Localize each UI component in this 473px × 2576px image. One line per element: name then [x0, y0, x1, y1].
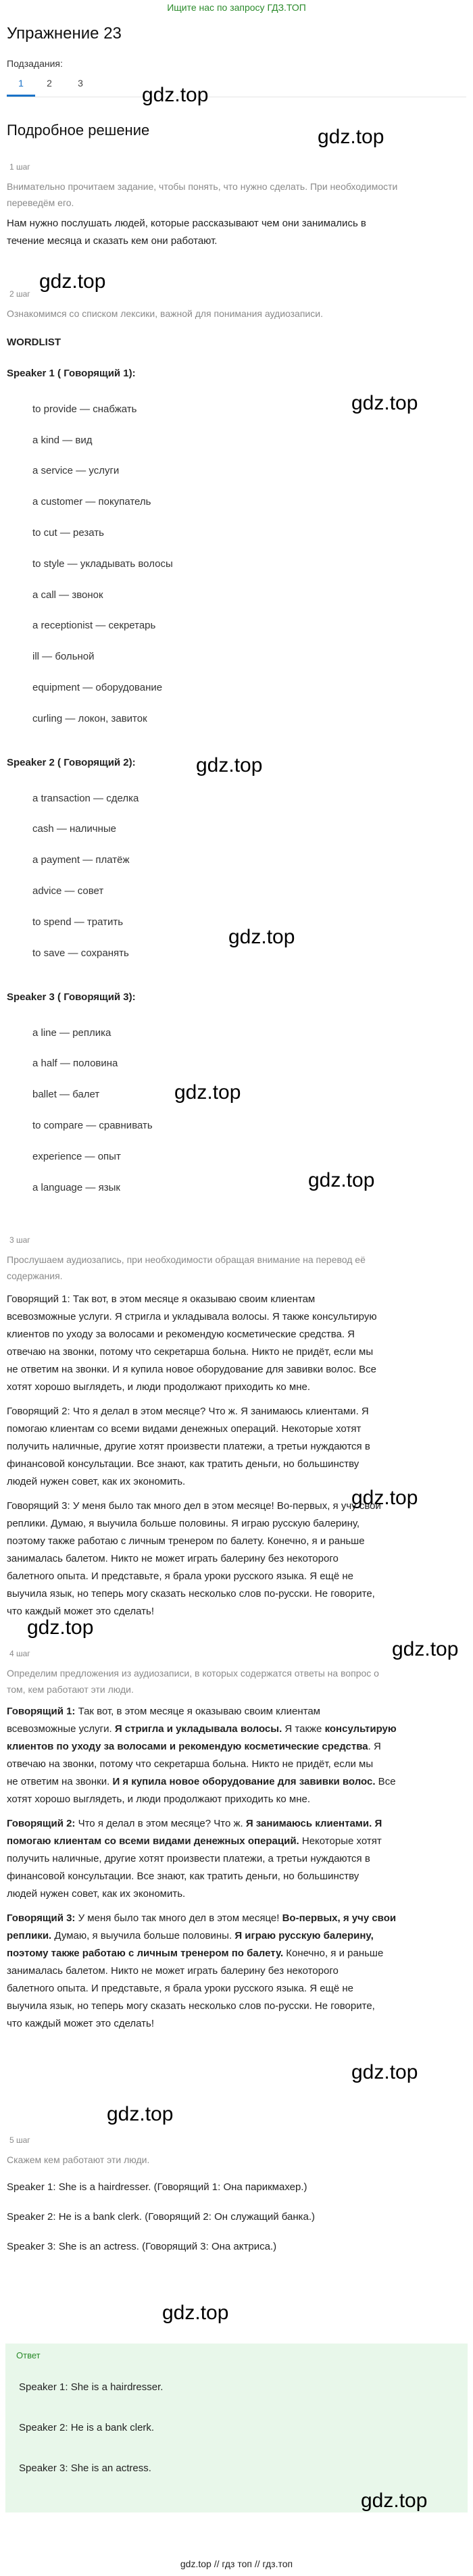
transcript-line: [7, 1962, 339, 1980]
transcript-line: клиентов по уходу за волосами и рекомендую косметические средства. Я: [7, 1329, 355, 1340]
watermark: gdz.top: [174, 1081, 241, 1104]
transcript-line: Говорящий 2: Что я делал в этом месяце? Что ж. Я занимаюсь клиентами. Я: [7, 1406, 369, 1417]
transcript-line: Говорящий 1: Так вот, в этом месяце я оказываю своим клиентам: [7, 1293, 316, 1305]
step-label: 3 шаг: [9, 1235, 30, 1245]
answer-line: Speaker 3: She is an actress.: [19, 2462, 151, 2474]
step-note: Внимательно прочитаем задание, чтобы понять, что нужно сделать. При необходимости: [7, 181, 398, 192]
transcript-line: выучила язык, но теперь могу сказать несколько слов по-русски. Не говорите,: [7, 1588, 375, 1600]
transcript-line: помогаю клиентам со всеми видами денежных операций. Некоторые хотят: [7, 1423, 362, 1435]
text-segment: помогаю клиентам со всеми видами денежных операций.: [7, 1835, 299, 1847]
text-segment: Некоторые хотят: [299, 1835, 382, 1847]
text-segment: Все: [375, 1776, 396, 1787]
step-note: Прослушаем аудиозапись, при необходимости обращая внимание на перевод её: [7, 1254, 366, 1265]
transcript-line: [7, 1980, 353, 1998]
wordlist-item: a line — реплика: [32, 1027, 111, 1039]
watermark: gdz.top: [351, 2061, 418, 2083]
text-segment: занималась балетом. Никто не может играть балерину без некоторого: [7, 1965, 339, 1977]
transcript-line: реплики. Думаю, я выучила больше половины. Я играю русскую балерину,: [7, 1518, 360, 1529]
text-segment: Говорящий 1:: [7, 1706, 76, 1717]
wordlist-item: a customer — покупатель: [32, 496, 151, 507]
step-note: переведём его.: [7, 197, 74, 208]
tab-1[interactable]: 1: [18, 78, 24, 89]
transcript-line: отвечаю на звонки, потому что секретарша больна. Никто не придёт, если мы: [7, 1346, 374, 1358]
step-note: содержания.: [7, 1270, 63, 1281]
text-segment: И я купила новое оборудование для завивки волос.: [112, 1776, 376, 1787]
transcript-line: получить наличные, другие хотят произвести платежи, а третьи нуждаются в: [7, 1441, 370, 1452]
text-segment: Так вот, в этом месяце я оказываю своим клиентам: [75, 1706, 320, 1717]
wordlist-item: a payment — платёж: [32, 854, 130, 866]
transcript-line: [7, 1703, 320, 1720]
watermark: gdz.top: [27, 1616, 94, 1639]
transcript-line: поэтому также работаю с личным тренером по балету. Конечно, я и раньше: [7, 1535, 365, 1547]
text-segment: Что я делал в этом месяце? Что ж.: [75, 1818, 246, 1829]
tab-3[interactable]: 3: [78, 78, 83, 89]
text-segment: что каждый может это сделать!: [7, 2018, 155, 2029]
wordlist-title: WORDLIST: [7, 337, 61, 348]
transcript-line: [7, 1815, 382, 1833]
text-segment: консультирую: [324, 1723, 397, 1735]
transcript-line: балетного опыта. И представьте, я брала уроки русского языка. Я ещё не: [7, 1570, 354, 1582]
transcript-line: [7, 1833, 382, 1850]
transcript-line: [7, 1868, 359, 1885]
watermark: gdz.top: [162, 2302, 229, 2324]
wordlist-item: to style — укладывать волосы: [32, 558, 173, 570]
text-segment: людей нужен совет, как их экономить.: [7, 1888, 186, 1900]
transcript-line: [7, 1850, 370, 1868]
transcript-line: [7, 1927, 374, 1945]
wordlist-item: a half — половина: [32, 1058, 118, 1069]
subtasks-label: Подзадания:: [7, 58, 63, 69]
watermark: gdz.top: [107, 2103, 174, 2125]
text-segment: всевозможные услуги.: [7, 1723, 115, 1735]
step-note: том, кем работают эти люди.: [7, 1684, 134, 1695]
answer-line: Speaker 2: He is a bank clerk.: [19, 2422, 155, 2433]
watermark: gdz.top: [196, 754, 263, 776]
top-link[interactable]: Ищите нас по запросу ГДЗ.ТОП: [167, 2, 306, 13]
text-segment: финансовой консультации. Все знают, как тратить деньги, но большинству: [7, 1871, 359, 1882]
wordlist-item: a service — услуги: [32, 465, 120, 476]
wordlist-item: ill — больной: [32, 651, 95, 662]
text-segment: клиентов по уходу за волосами и рекомендую косметические средства: [7, 1741, 368, 1752]
wordlist-item: experience — опыт: [32, 1151, 121, 1162]
transcript-line: [7, 2015, 154, 2033]
result-line: Speaker 2: He is a bank clerk. (Говорящий 2: Он служащий банка.): [7, 2211, 316, 2223]
detailed-solution-heading: Подробное решение: [7, 122, 150, 139]
text-segment: отвечаю на звонки, потому что секретарша больна. Никто не придёт, если мы: [7, 1758, 374, 1770]
transcript-line: что каждый может это сделать!: [7, 1606, 155, 1617]
step-note: Скажем кем работают эти люди.: [7, 2154, 150, 2165]
step-label: 1 шаг: [9, 162, 30, 172]
text-segment: Я стригла и укладывала волосы.: [114, 1723, 282, 1735]
text-segment: балетного опыта. И представьте, я брала уроки русского языка. Я ещё не: [7, 1983, 354, 1994]
text-segment: выучила язык, но теперь могу сказать несколько слов по-русски. Не говорите,: [7, 2000, 375, 2012]
speaker2-title: Speaker 2 ( Говорящий 2):: [7, 757, 136, 768]
text-segment: получить наличные, другие хотят произвести платежи, а третьи нуждаются в: [7, 1853, 370, 1864]
text-segment: Во-первых, я учу свои: [282, 1912, 397, 1924]
watermark: gdz.top: [318, 126, 384, 148]
text-segment: Я играю русскую балерину,: [234, 1930, 374, 1941]
wordlist-item: equipment — оборудование: [32, 682, 163, 693]
transcript-line: [7, 1885, 185, 1903]
watermark: gdz.top: [142, 84, 209, 106]
wordlist-item: a transaction — сделка: [32, 793, 139, 804]
wordlist-item: cash — наличные: [32, 823, 116, 835]
page-title: Упражнение 23: [7, 24, 122, 43]
speaker3-title: Speaker 3 ( Говорящий 3):: [7, 991, 136, 1003]
text-segment: Я занимаюсь клиентами. Я: [245, 1818, 382, 1829]
text-segment: Я также: [282, 1723, 325, 1735]
text-segment: поэтому также работаю с личным тренером по балету.: [7, 1948, 284, 1959]
transcript-line: финансовой консультации. Все знают, как тратить деньги, но большинству: [7, 1458, 359, 1470]
wordlist-item: to cut — резать: [32, 527, 104, 539]
wordlist-item: ballet — балет: [32, 1089, 100, 1100]
text-segment: Думаю, я выучила больше половины.: [51, 1930, 235, 1941]
text-segment: Говорящий 3:: [7, 1912, 76, 1924]
result-line: Speaker 1: She is a hairdresser. (Говорящий 1: Она парикмахер.): [7, 2181, 307, 2193]
transcript-line: [7, 1791, 310, 1808]
transcript-line: всевозможные услуги. Я стригла и укладывала волосы. Я также консультирую: [7, 1311, 377, 1322]
watermark: gdz.top: [361, 2490, 428, 2512]
step-label: 2 шаг: [9, 289, 30, 299]
transcript-line: [7, 1738, 381, 1756]
wordlist-item: to provide — снабжать: [32, 403, 137, 415]
transcript-line: [7, 1910, 396, 1927]
step-text: течение месяца и сказать кем они работают.: [7, 235, 218, 247]
watermark: gdz.top: [39, 270, 106, 293]
watermark: gdz.top: [392, 1638, 459, 1660]
transcript-line: [7, 1756, 373, 1773]
transcript-line: [7, 1773, 396, 1791]
wordlist-item: a kind — вид: [32, 435, 93, 446]
text-segment: Конечно, я и раньше: [283, 1948, 384, 1959]
wordlist-item: to spend — тратить: [32, 916, 124, 928]
step-text: Нам нужно послушать людей, которые рассказывают чем они занимались в: [7, 218, 366, 229]
transcript-line: [7, 1720, 397, 1738]
transcript-line: [7, 1998, 375, 2015]
answer-line: Speaker 1: She is a hairdresser.: [19, 2381, 164, 2393]
watermark: gdz.top: [351, 1487, 418, 1509]
watermark: gdz.top: [228, 926, 295, 948]
step-label: 4 шаг: [9, 1649, 30, 1658]
text-segment: реплики.: [7, 1930, 52, 1941]
transcript-line: хотят хорошо выглядеть, и люди продолжают приходить ко мне.: [7, 1381, 311, 1393]
speaker1-title: Speaker 1 ( Говорящий 1):: [7, 368, 136, 379]
transcript-line: людей нужен совет, как их экономить.: [7, 1476, 186, 1487]
text-segment: не ответим на звонки.: [7, 1776, 113, 1787]
text-segment: Говорящий 2:: [7, 1818, 76, 1829]
wordlist-item: a language — язык: [32, 1182, 120, 1193]
wordlist-item: to compare — сравнивать: [32, 1120, 153, 1131]
footer-links[interactable]: gdz.top // гдз топ // гдз.топ: [180, 2558, 293, 2569]
transcript-line: [7, 1945, 383, 1962]
step-label: 5 шаг: [9, 2135, 30, 2145]
answer-label: Ответ: [16, 2350, 41, 2360]
step-note: Ознакомимся со списком лексики, важной для понимания аудиозаписи.: [7, 308, 323, 319]
result-line: Speaker 3: She is an actress. (Говорящий 3: Она актриса.): [7, 2241, 277, 2252]
text-segment: У меня было так много дел в этом месяце!: [75, 1912, 282, 1924]
wordlist-item: curling — локон, завиток: [32, 713, 147, 724]
transcript-line: не ответим на звонки. И я купила новое оборудование для завивки волос. Все: [7, 1364, 376, 1375]
wordlist-item: advice — совет: [32, 885, 104, 897]
wordlist-item: a receptionist — секретарь: [32, 620, 156, 631]
transcript-line: занималась балетом. Никто не может играть балерину без некоторого: [7, 1553, 339, 1564]
watermark: gdz.top: [351, 392, 418, 414]
step-note: Определим предложения из аудиозаписи, в которых содержатся ответы на вопрос о: [7, 1668, 379, 1679]
wordlist-item: to save — сохранять: [32, 947, 129, 959]
text-segment: хотят хорошо выглядеть, и люди продолжают приходить ко мне.: [7, 1793, 311, 1805]
transcript-line: Говорящий 3: У меня было так много дел в этом месяце! Во-первых, я учу свои: [7, 1500, 381, 1512]
watermark: gdz.top: [308, 1169, 375, 1191]
wordlist-item: a call — звонок: [32, 589, 103, 601]
tab-2[interactable]: 2: [47, 78, 52, 89]
text-segment: . Я: [368, 1741, 381, 1752]
